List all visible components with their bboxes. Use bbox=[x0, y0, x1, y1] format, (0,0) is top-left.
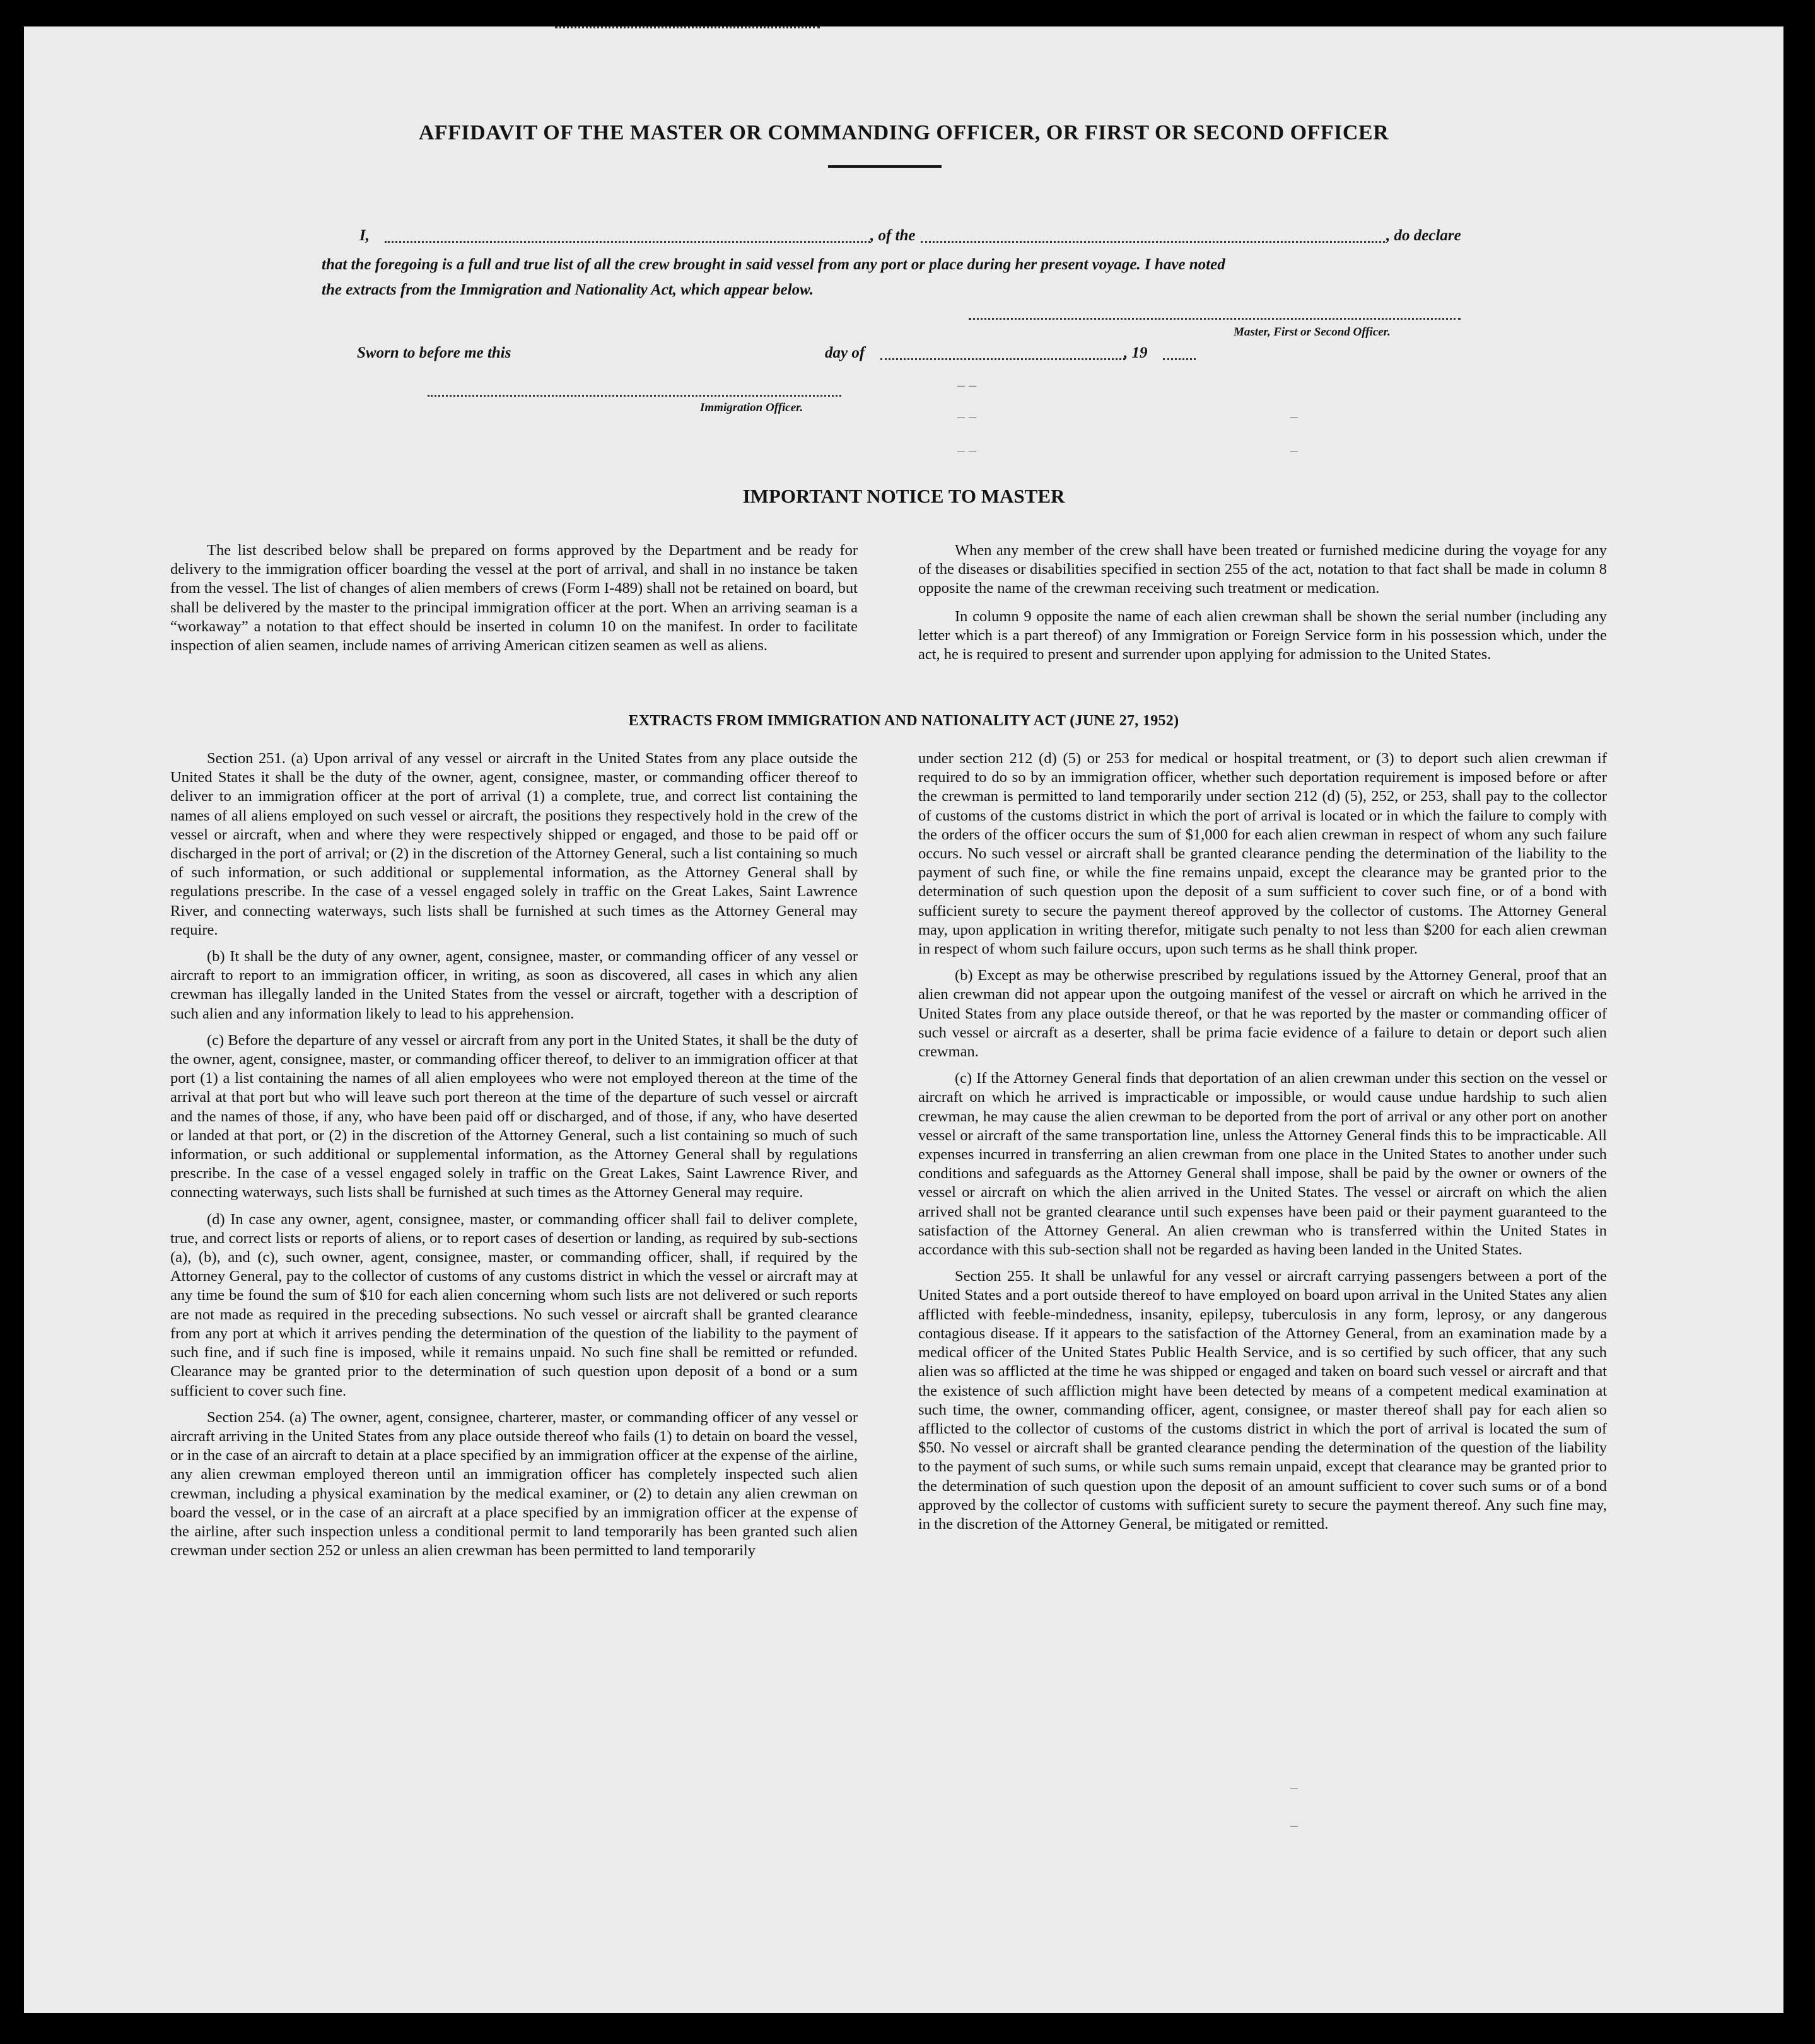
section-251c: (c) Before the departure of any vessel or aircraft from any port in the United States, it shall be the duty of the owner, agent, consignee, master, or commanding officer thereof, to deliver to an immigration officer at that port (1) a list containing the names of all alien employees who were not employed thereon at the time of the arrival at that port but who will leave such port thereon at the time of the departure of such vessel or aircraft and the names of those, if any, who have been paid off or discharged, and of those, if any, who have deserted or landed at that port, or (2) in the discretion of the Attorney General, such a list containing so much of such information, or such additional or supplemental information, as the Attorney General shall by regulations prescribe. In the case of a vessel engaged solely in traffic on the Great Lakes, Saint Lawrence River, and connecting waterways, such lists shall be furnished at such times as the Attorney General may require. bbox=[170, 1031, 858, 1201]
extracts-right-column bbox=[918, 749, 1607, 1541]
notice-left-paragraph: The list described below shall be prepared on forms approved by the Department and be ready for delivery to the immigration officer boarding the vessel at the port of arrival, and shall in no instance be taken from the vessel. The list of changes of alien members of crews (Form I-489) shall not be retained on board, but shall be delivered by the master to the principal immigration officer at the port. When an arriving seaman is a “workaway” a notation to that effect should be inserted in column 10 on the manifest. In order to facilitate inspection of alien seamen, include names of arriving American citizen seamen as well as aliens. bbox=[170, 542, 858, 655]
scan-mark: – bbox=[1290, 1818, 1298, 1834]
scan-mark: – – bbox=[957, 409, 976, 425]
section-255: Section 255. It shall be unlawful for any vessel or aircraft carrying passengers between a port of the United States and a port outside thereof to have employed on board upon arrival in the United States any alien afflicted with feeble-mindedness, insanity, epilepsy, tuberculosis in any form, leprosy, or any dangerous contagious disease. If it appears to the satisfaction of the Attorney General, from an examination made by a medical officer of the United States Public Health Service, and is so certified by such officer, that any such alien was so afflicted at the time he was shipped or engaged and taken on board such vessel or aircraft and that the existence of such affliction might have been detected by means of a competent medical examination at such time, the owner, commanding officer, agent, consignee, or master thereof shall pay for each alien so afflicted to the collector of customs of the customs district in which the port of arrival is located the sum of $50. No vessel or aircraft shall be granted clearance pending the determination of the question of the liability to the payment of such sums, or while such sums remain unpaid, except that clearance may be granted prior to the determination of such question upon the deposit of an amount sufficient to cover such sums or of a bond approved by the collector of customs with sufficient surety to secure the payment thereof. Any such fine may, in the discretion of the Attorney General, be mitigated or remitted. bbox=[918, 1268, 1607, 1533]
master-signature-line[interactable] bbox=[969, 318, 1461, 320]
notice-right-column bbox=[918, 541, 1607, 673]
officer-signature-line[interactable] bbox=[428, 395, 841, 397]
section-254a-continued: under section 212 (d) (5) or 253 for medical or hospital treatment, or (3) to deport such alien crewman if required to do so by an immigration officer, whether such deportation requirement is imposed before or after the crewman is permitted to land temporarily under section 212 (d) (5), 252, or 253, shall pay to the collector of customs of the customs district in which the port of arrival is located or in which the failure to comply with the orders of the officer occurs the sum of $1,000 for each alien crewman in respect of whom any such failure occurs. No such vessel or aircraft shall be granted clearance pending the determination of the liability to the payment of such fine, or while the fine remains unpaid, except the clearance may be granted prior to the determination of such question upon the deposit of a sum sufficient to cover such fine, or of a bond with sufficient surety to secure the payment thereof approved by the collector of customs. The Attorney General may, upon application in writing therefor, mitigate such penalty to not less than $200 for each alien crewman in respect of whom such failure occurs, upon such terms as he shall think proper. bbox=[918, 750, 1607, 958]
name-field-line[interactable] bbox=[385, 241, 870, 243]
extracts-heading: EXTRACTS FROM IMMIGRATION AND NATIONALITY ACT (JUNE 27, 1952) bbox=[628, 713, 1179, 729]
section-254a: Section 254. (a) The owner, agent, consignee, charterer, master, or commanding officer of any vessel or aircraft arriving in the United States from any place outside thereof who fails (1) to detain on board the vessel, or in the case of an aircraft to detain at a place specified by an immigration officer at the expense of the airline, any alien crewman employed thereon until an immigration officer has completely inspected such alien crewman, including a physical examination by the medical examiner, or (2) to detain any alien crewman on board the vessel, or in the case of an aircraft at a place specified by an immigration officer at the expense of the airline, after such inspection unless a conditional permit to land temporarily has been granted such alien crewman under section 252 or unless an alien crewman has been permitted to land temporarily bbox=[170, 1408, 858, 1560]
vessel-field-line[interactable] bbox=[921, 241, 1385, 243]
sworn-label: Sworn to before me this bbox=[357, 344, 511, 361]
scan-mark: – – bbox=[957, 377, 976, 394]
year-prefix: , 19 bbox=[1124, 344, 1148, 361]
statement-line-2: the extracts from the Immigration and Nationality Act, which appear below. bbox=[322, 281, 814, 298]
section-251a: Section 251. (a) Upon arrival of any vessel or aircraft in the United States from any place outside the United States it shall be the duty of the owner, agent, consignee, master, or commanding officer thereof to deliver to an immigration officer at the port of arrival (1) a complete, true, and correct list containing the names of all aliens employed on such vessel or aircraft, the positions they respectively hold in the crew of the vessel or aircraft, when and where they were respectively shipped or engaged, and those to be paid off or discharged in the port of arrival; or (2) in the discretion of the Attorney General, such a list containing so much of such information, or such additional or supplemental information, as the Attorney General shall by regulations prescribe. In the case of a vessel engaged solely in traffic on the Great Lakes, Saint Lawrence River, and connecting waterways, such lists shall be furnished at such times as the Attorney General may require. bbox=[170, 750, 858, 938]
notice-right-paragraph-2: In column 9 opposite the name of each alien crewman shall be shown the serial number (including any letter which is a part thereof) of any Immigration or Foreign Service form in his possession which, under the act, he is required to present and surrender upon applying for admission to the United States. bbox=[918, 607, 1607, 663]
title-divider bbox=[828, 165, 942, 168]
declare-end: , do declare bbox=[1386, 227, 1461, 244]
declare-of-the: , of the bbox=[870, 227, 916, 244]
scan-mark: – bbox=[1290, 1780, 1298, 1796]
section-251b: (b) It shall be the duty of any owner, agent, consignee, master, or commanding officer of any vessel or aircraft to report to an immigration officer, in writing, as soon as discovered, all cases in which any alien crewman has illegally landed in the United States from the vessel or aircraft, together with a description of such alien and any information likely to lead to his apprehension. bbox=[170, 948, 858, 1022]
scan-mark: – bbox=[1290, 409, 1298, 425]
extracts-left-column bbox=[170, 749, 858, 1568]
document-page bbox=[24, 26, 1783, 2013]
scan-mark: – – bbox=[957, 443, 976, 459]
day-of-label: day of bbox=[825, 344, 865, 361]
sworn-month-line[interactable] bbox=[880, 358, 1125, 360]
year-field-line[interactable] bbox=[1163, 358, 1196, 360]
declare-i: I, bbox=[359, 227, 370, 244]
section-251d: (d) In case any owner, agent, consignee, master, or commanding officer shall fail to deliver complete, true, and correct lists or reports of aliens, or to report cases of desertion or landing, as required by sub-sections (a), (b), and (c), such owner, agent, consignee, master, or commanding officer, shall, if required by the Attorney General, pay to the collector of customs of any customs district in which the vessel or aircraft may at any time be found the sum of $10 for each alien concerning whom such lists are not delivered or such reports are not made as required in the preceding subsections. No such vessel or aircraft shall be granted clearance from any port at which it arrives pending the determination of the question of the liability to the payment of such fine, and if such fine is imposed, while it remains unpaid. No such fine shall be remitted or refunded. Clearance may be granted prior to the determination of such question upon deposit of a bond or a sum sufficient to cover such fine. bbox=[170, 1210, 858, 1399]
statement-line-1: that the foregoing is a full and true list of all the crew brought in said vessel from any port or place during her present voyage. I have noted bbox=[322, 256, 1225, 273]
affidavit-title: AFFIDAVIT OF THE MASTER OR COMMANDING OFFICER, OR FIRST OR SECOND OFFICER bbox=[418, 121, 1389, 144]
section-254c: (c) If the Attorney General finds that deportation of an alien crewman under this section on the vessel or aircraft on which he arrived is impracticable or impossible, or would cause undue hardship to such alien crewman, he may cause the alien crewman to be deported from the port of arrival or any other port on another vessel or aircraft of the same transportation line, unless the Attorney General finds this to be impracticable. All expenses incurred in transferring an alien crewman from one place in the United States to another under such conditions and safeguards as the Attorney General shall impose, shall be paid by the owner or owners of the vessel or aircraft on which the alien arrived in the United States. The vessel or aircraft on which the alien arrived shall not be granted clearance until such expenses have been paid or their payment guaranteed to the satisfaction of the Attorney General. An alien crewman who is transferred within the United States in accordance with this sub-section shall not be regarded as having been landed in the United States. bbox=[918, 1070, 1607, 1259]
notice-right-paragraph-1: When any member of the crew shall have been treated or furnished medicine during the voyage for any of the diseases or disabilities specified in section 255 of the act, notation to that fact shall be made in column 8 opposite the name of the crewman receiving such treatment or medication. bbox=[918, 542, 1607, 597]
notice-heading: IMPORTANT NOTICE TO MASTER bbox=[742, 485, 1065, 507]
master-signature-label: Master, First or Second Officer. bbox=[1234, 325, 1391, 339]
officer-signature-label: Immigration Officer. bbox=[700, 401, 803, 414]
sworn-day-line[interactable] bbox=[555, 26, 820, 28]
section-254b: (b) Except as may be otherwise prescribed by regulations issued by the Attorney General, proof that an alien crewman did not appear upon the outgoing manifest of the vessel or aircraft on which he arrived in the United States from any place outside thereof, or that he was reported by the master or commanding officer of such vessel or aircraft as a deserter, shall be prima facie evidence of a failure to detain or deport such alien crewman. bbox=[918, 967, 1607, 1061]
scan-mark: – bbox=[1290, 443, 1298, 459]
notice-left-column bbox=[170, 541, 858, 664]
